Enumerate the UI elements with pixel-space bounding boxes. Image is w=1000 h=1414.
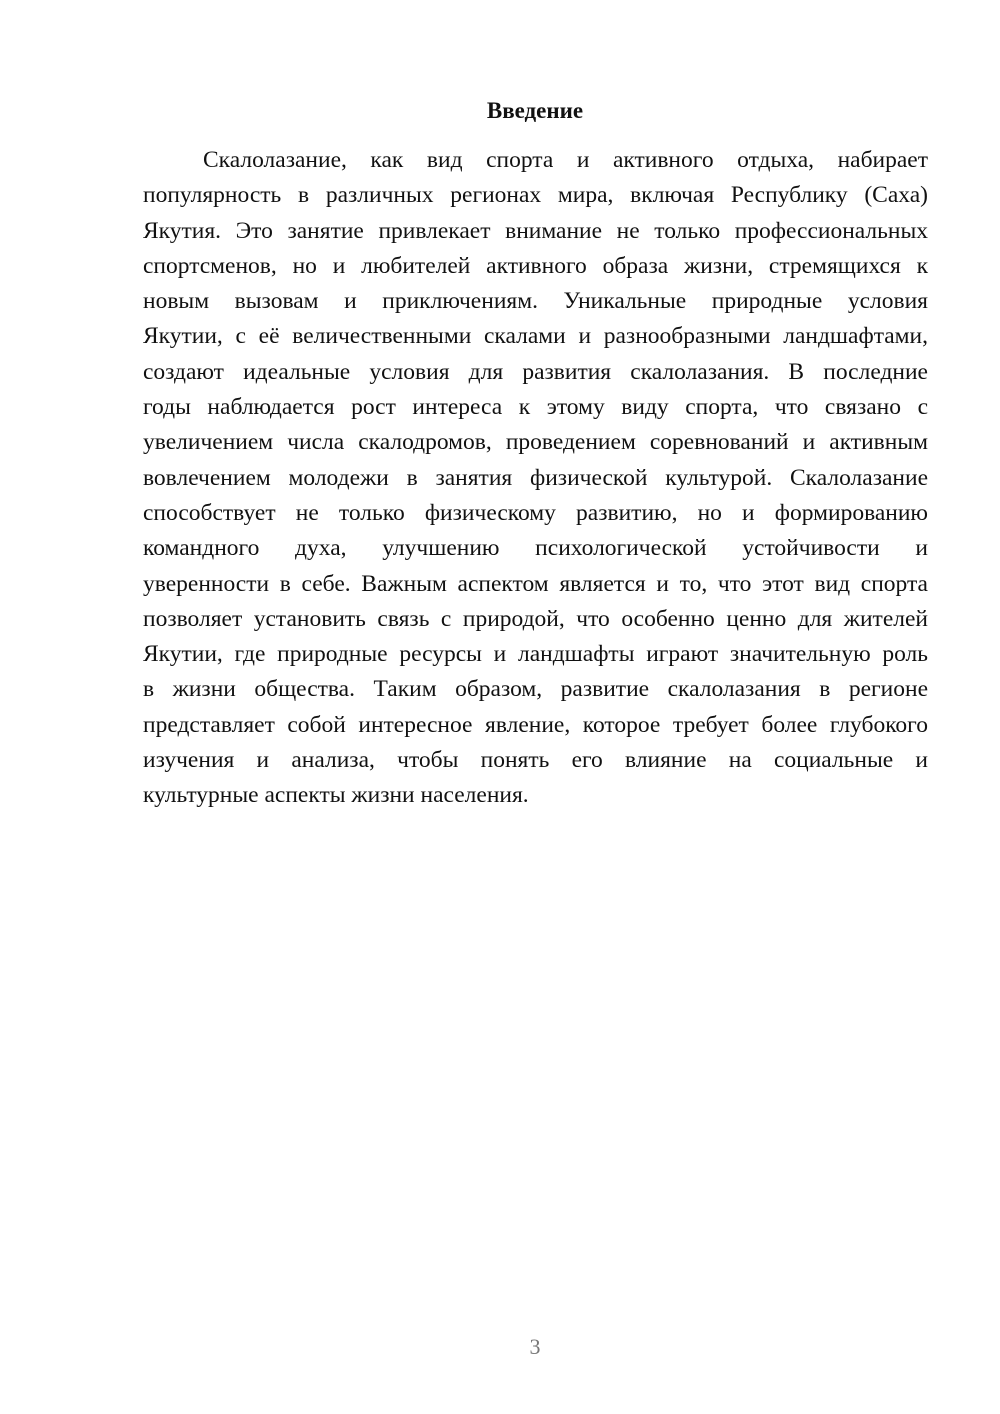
paragraph-line: новым вызовам и приключениям. Уникальные природные условия bbox=[143, 288, 928, 315]
paragraph-line: спортсменов, но и любителей активного образа жизни, стремящихся к bbox=[143, 252, 928, 279]
paragraph-line: в жизни общества. Таким образом, развитие скалолазания в регионе bbox=[143, 676, 928, 703]
paragraph-line: увеличением числа скалодромов, проведением соревнований и активным bbox=[143, 429, 928, 456]
paragraph-line: командного духа, улучшению психологической устойчивости и bbox=[143, 535, 928, 562]
paragraph-line: позволяет установить связь с природой, что особенно ценно для жителей bbox=[143, 605, 928, 632]
introduction-paragraph bbox=[143, 143, 928, 814]
paragraph-line: изучения и анализа, чтобы понять его влияние на социальные и bbox=[143, 747, 928, 774]
paragraph-line: представляет собой интересное явление, которое требует более глубокого bbox=[143, 711, 928, 738]
section-heading: Введение bbox=[486, 98, 584, 123]
paragraph-line: Якутии, с её величественными скалами и разнообразными ландшафтами, bbox=[143, 323, 928, 350]
paragraph-line: вовлечением молодежи в занятия физической культурой. Скалолазание bbox=[143, 464, 928, 491]
page-number: 3 bbox=[529, 1334, 541, 1359]
paragraph-line: годы наблюдается рост интереса к этому виду спорта, что связано с bbox=[143, 394, 928, 421]
paragraph-line: создают идеальные условия для развития скалолазания. В последние bbox=[143, 358, 928, 385]
paragraph-line: культурные аспекты жизни населения. bbox=[143, 782, 529, 809]
paragraph-line: Якутия. Это занятие привлекает внимание не только профессиональных bbox=[143, 217, 928, 244]
paragraph-line: популярность в различных регионах мира, включая Республику (Саха) bbox=[143, 182, 928, 209]
paragraph-line: способствует не только физическому развитию, но и формированию bbox=[143, 499, 928, 526]
paragraph-line: уверенности в себе. Важным аспектом является и то, что этот вид спорта bbox=[143, 570, 928, 597]
paragraph-line: Скалолазание, как вид спорта и активного отдыха, набирает bbox=[203, 147, 928, 173]
paragraph-line: Якутии, где природные ресурсы и ландшафты играют значительную роль bbox=[143, 641, 928, 668]
